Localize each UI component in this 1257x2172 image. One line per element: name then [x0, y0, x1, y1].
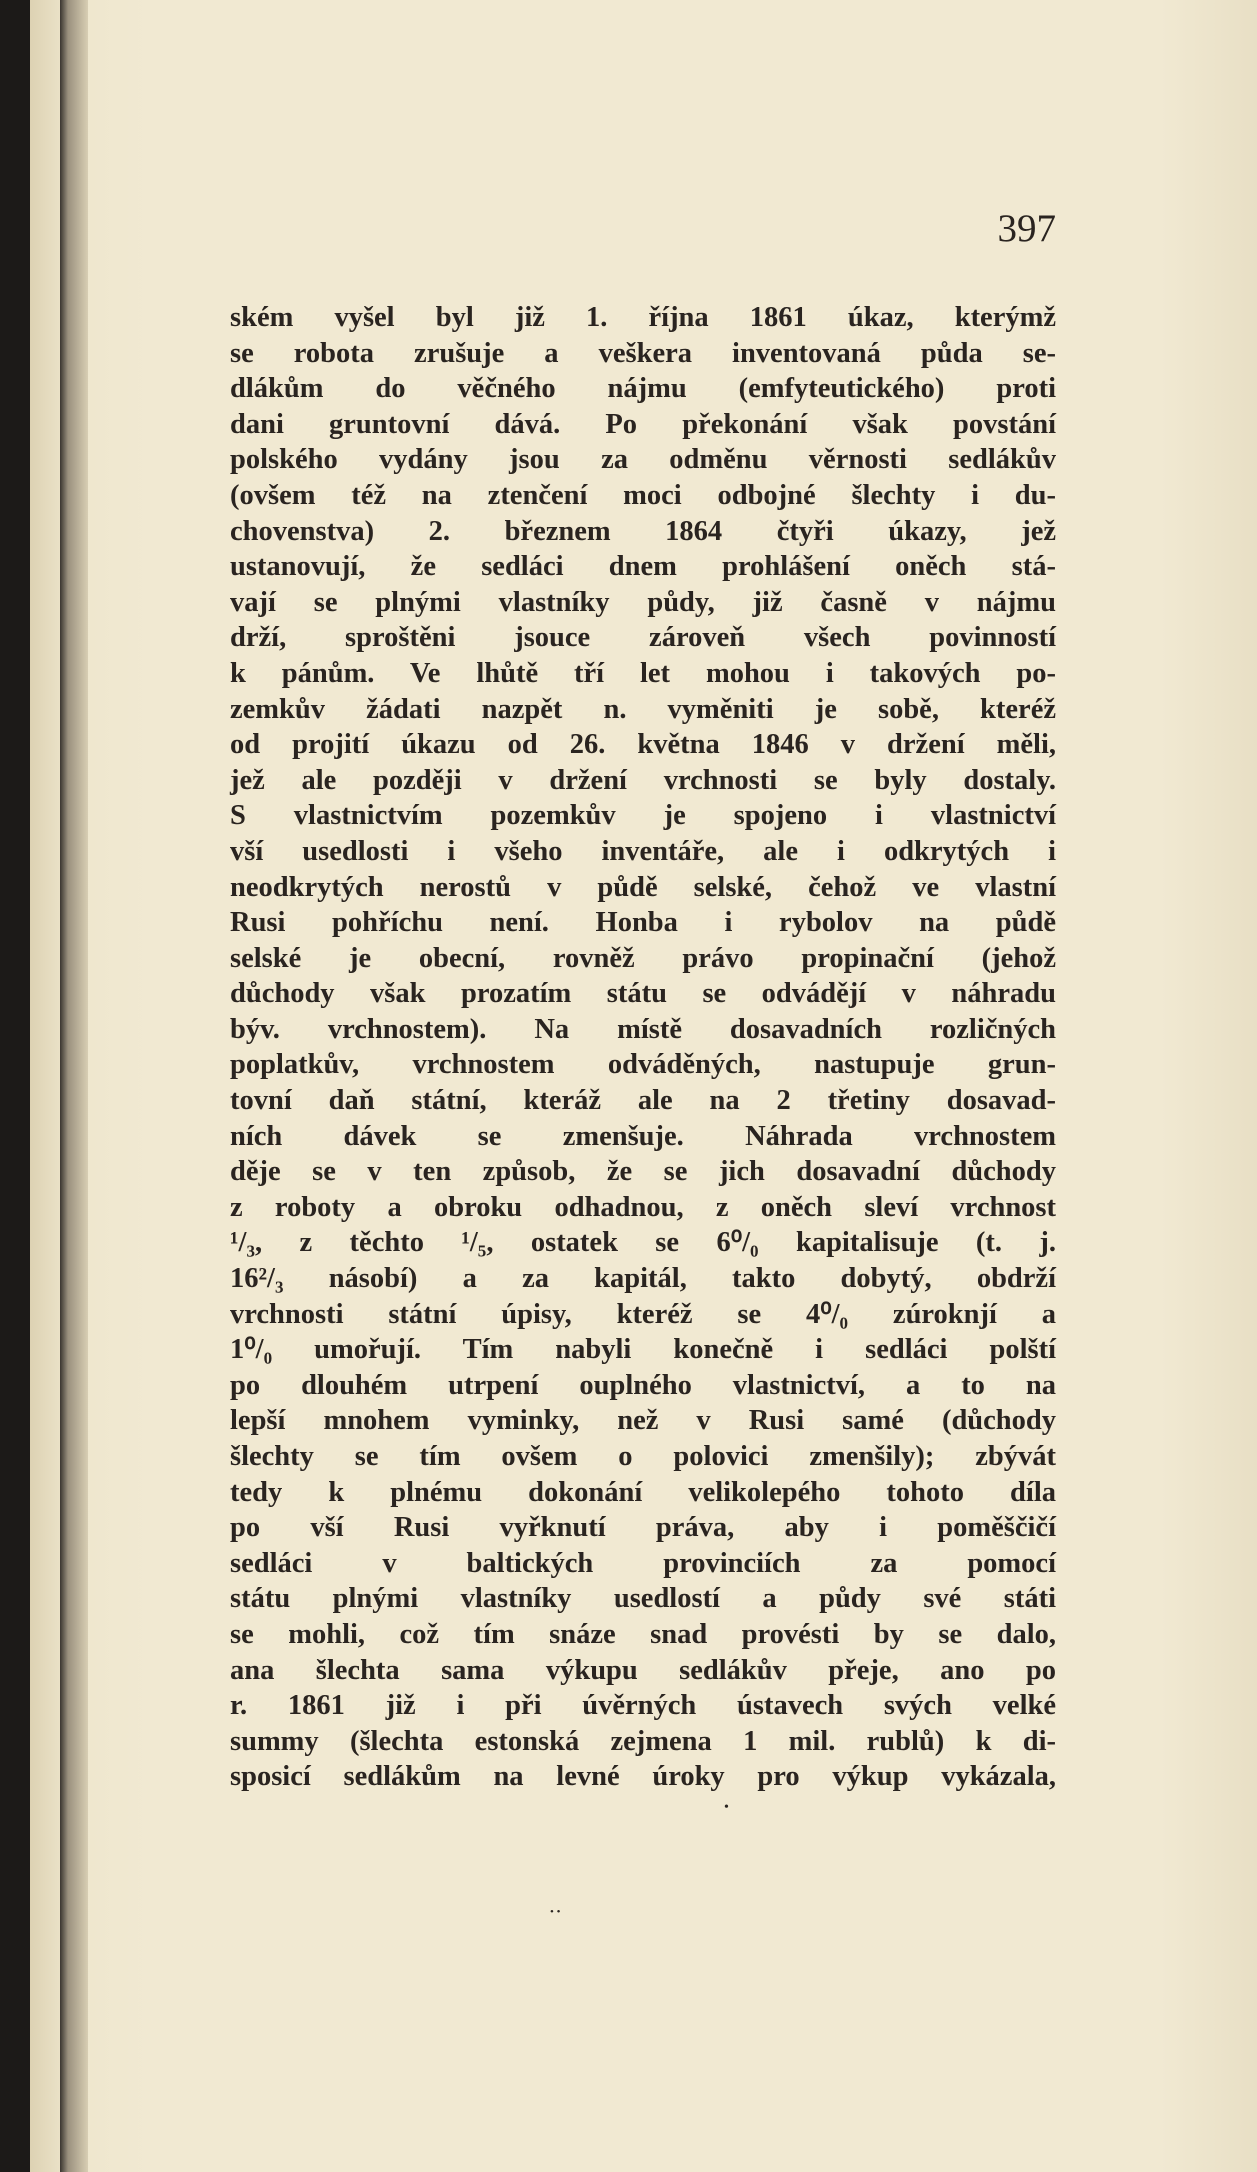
text-line: 16²/₃ násobí) a za kapitál, takto dobytý, obdrží — [230, 1263, 1056, 1295]
text-line: šlechty se tím ovšem o polovici zmenšily); zbývát — [230, 1441, 1056, 1472]
text-line: se robota zrušuje a veškera inventovaná půda se- — [230, 337, 1056, 369]
text-line: od projití úkazu od 26. května 1846 v držení měli, — [230, 729, 1056, 761]
text-line: neodkrytých nerostů v půdě selské, čehož ve vlastní — [230, 871, 1056, 903]
text-line: z roboty a obroku odhadnou, z oněch sleví vrchnost — [230, 1191, 1056, 1223]
text-line: sposicí sedlákům na levné úroky pro výkup vykázala, — [230, 1761, 1056, 1793]
page-gutter — [60, 0, 88, 2172]
text-line: po dlouhém utrpení ouplného vlastnictví, a to na — [230, 1369, 1056, 1401]
text-line: drží, sproštěni jsouce zároveň všech povinností — [230, 622, 1056, 654]
text-line: býv. vrchnostem). Na místě dosavadních rozličných — [230, 1013, 1056, 1045]
text-line: ana šlechta sama výkupu sedlákův přeje, ano po — [230, 1654, 1056, 1686]
text-line: selské je obecní, rovněž právo propinační (jehož — [230, 942, 1056, 974]
text-line: ních dávek se zmenšuje. Náhrada vrchnostem — [230, 1120, 1056, 1152]
text-line: státu plnými vlastníky usedlostí a půdy své státi — [230, 1583, 1056, 1615]
text-line: důchody však prozatím státu se odvádějí v náhradu — [230, 978, 1056, 1010]
text-line: lepší mnohem vyminky, než v Rusi samé (důchody — [230, 1405, 1056, 1437]
text-line: ském vyšel byl již 1. října 1861 úkaz, kterýmž — [230, 302, 1056, 333]
text-line: dani gruntovní dává. Po překonání však povstání — [230, 408, 1056, 440]
text-line: chovenstva) 2. březnem 1864 čtyři úkazy, jež — [230, 515, 1056, 547]
page-number: 397 — [997, 207, 1056, 250]
text-line: ustanovují, že sedláci dnem prohlášení oněch stá- — [230, 551, 1056, 583]
text-line: vají se plnými vlastníky půdy, již časně v nájmu — [230, 586, 1056, 618]
book-page — [30, 0, 1257, 2172]
text-line: (ovšem též na ztenčení moci odbojné šlechty i du- — [230, 479, 1056, 511]
text-line: vrchnosti státní úpisy, kteréž se 4⁰/₀ zúroknjí a — [230, 1298, 1056, 1330]
text-line: sedláci v baltických provinciích za pomocí — [230, 1547, 1056, 1579]
text-line: poplatkův, vrchnostem odváděných, nastupuje grun- — [230, 1049, 1056, 1081]
text-line: polského vydány jsou za odměnu věrnosti sedlákův — [230, 444, 1056, 476]
text-line: 1⁰/₀ umořují. Tím nabyli konečně i sedláci polští — [230, 1334, 1056, 1366]
text-line: summy (šlechta estonská zejmena 1 mil. rublů) k di- — [230, 1725, 1056, 1757]
text-line: Rusi pohříchu není. Honba i rybolov na půdě — [230, 907, 1056, 939]
body-text — [230, 300, 1056, 1795]
ink-speck: • • — [550, 1906, 561, 1918]
text-line: zemkův žádati nazpět n. vyměniti je sobě, kteréž — [230, 693, 1056, 725]
text-line: po vší Rusi vyřknutí práva, aby i poměščičí — [230, 1512, 1056, 1544]
text-line: r. 1861 již i při úvěrných ústavech svých velké — [230, 1690, 1056, 1722]
text-line: k pánům. Ve lhůtě tří let mohou i takových po- — [230, 657, 1056, 689]
text-line: dlákům do věčného nájmu (emfyteutického) proti — [230, 373, 1056, 405]
text-line: ¹/₃, z těchto ¹/₅, ostatek se 6⁰/₀ kapitalisuje (t. j. — [230, 1227, 1056, 1259]
text-line: S vlastnictvím pozemkův je spojeno i vlastnictví — [230, 800, 1056, 832]
text-line: jež ale později v držení vrchnosti se byly dostaly. — [230, 764, 1056, 796]
text-line: tovní daň státní, kteráž ale na 2 třetiny dosavad- — [230, 1085, 1056, 1117]
text-line: tedy k plnému dokonání velikolepého tohoto díla — [230, 1476, 1056, 1508]
text-line: se mohli, což tím snáze snad provésti by se dalo, — [230, 1618, 1056, 1650]
text-line: děje se v ten způsob, že se jich dosavadní důchody — [230, 1156, 1056, 1188]
text-line: vší usedlosti i všeho inventáře, ale i odkrytých i — [230, 835, 1056, 867]
ink-speck: • — [724, 1800, 729, 1815]
